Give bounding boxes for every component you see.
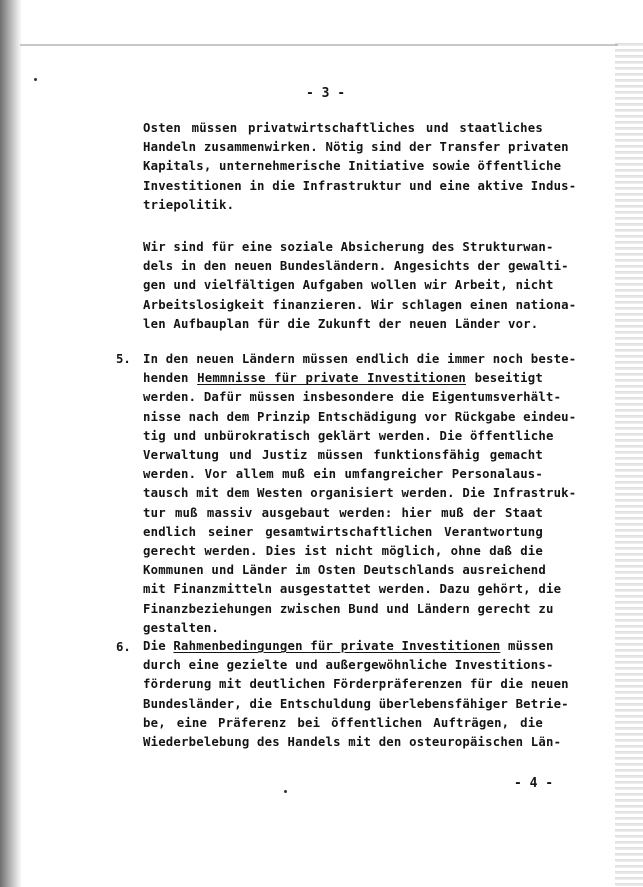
text-line: gerecht werden. Dies ist nicht möglich, ohne daß die	[143, 544, 543, 559]
text-fragment: müssen	[507, 639, 554, 653]
text-line: mit Finanzmitteln ausgestattet werden. Dazu gehört, die	[143, 582, 562, 597]
scan-edge-top	[20, 44, 618, 46]
text-line: Finanzbeziehungen zwischen Bund und Ländern gerecht zu	[143, 601, 554, 616]
text-line	[143, 369, 543, 388]
text-line: be, eine Präferenz bei öffentlichen Aufträgen, die	[143, 715, 543, 730]
text-line: Wir sind für eine soziale Absicherung des Strukturwan-	[143, 240, 554, 254]
text-line: Kommunen und Länder im Osten Deutschlands ausreichend	[143, 563, 546, 578]
text-line: Osten müssen privatwirtschaftliches und staatliches	[143, 121, 543, 135]
page-number-bottom: - 4 -	[514, 776, 554, 791]
text-line: werden. Dafür müssen insbesondere die Eigentumsverhält-	[143, 390, 562, 405]
text-line: dels in den neuen Bundesländern. Angesichts der gewalti-	[143, 259, 569, 274]
underlined-phrase: Rahmenbedingungen für private Investitionen	[173, 639, 501, 653]
scan-shadow-right	[615, 40, 643, 887]
text-line: werden. Vor allem muß ein umfangreicher Personalaus-	[143, 467, 543, 482]
text-line: gen und vielfältigen Aufgaben wollen wir Arbeit, nicht	[143, 278, 554, 293]
text-line: Kapitals, unternehmerische Initiative sowie öffentliche	[143, 159, 562, 174]
paragraph-b	[143, 238, 577, 334]
text-line: In den neuen Ländern müssen endlich die immer noch beste-	[143, 352, 577, 366]
text-line: len Aufbauplan für die Zukunft der neuen Länder vor.	[143, 316, 539, 331]
text-line: Wiederbelebung des Handels mit den osteuropäischen Län-	[143, 735, 562, 750]
text-line: tig und unbürokratisch geklärt werden. Die öffentliche	[143, 428, 554, 443]
page-number-top: - 3 -	[306, 86, 346, 101]
text-line: förderung mit deutlichen Förderpräferenzen für die neuen	[143, 677, 569, 692]
text-line: Verwaltung und Justiz müssen funktionsfähig gemacht	[143, 448, 543, 463]
item-6-number: 6.	[116, 640, 131, 654]
text-line: tausch mit dem Westen organisiert werden. Die Infrastruk-	[143, 486, 577, 501]
text-line: durch eine gezielte und außergewöhnliche Investitions-	[143, 658, 554, 673]
item-5-text	[143, 350, 577, 638]
text-line: Bundesländer, die Entschuldung überlebensfähiger Betrie-	[143, 696, 569, 711]
scan-speck	[284, 790, 287, 793]
item-5-number: 5.	[116, 352, 131, 366]
text-line: Investitionen in die Infrastruktur und eine aktive Indus-	[143, 178, 577, 193]
text-line: gestalten.	[143, 620, 220, 635]
paragraph-a	[143, 119, 577, 215]
underlined-phrase: Hemmnisse für private Investitionen	[197, 371, 467, 386]
text-line: Handeln zusammenwirken. Nötig sind der Transfer privaten	[143, 140, 569, 155]
text-line: tur muß massiv ausgebaut werden: hier muß der Staat	[143, 505, 543, 520]
text-fragment: henden	[143, 371, 189, 386]
text-line: Arbeitslosigkeit finanzieren. Wir schlagen einen nationa-	[143, 297, 577, 312]
text-line: triepolitik.	[143, 197, 235, 212]
text-fragment: Die	[143, 639, 166, 653]
text-line: nisse nach dem Prinzip Entschädigung vor Rückgabe eindeu-	[143, 409, 577, 424]
text-line	[143, 637, 554, 656]
scan-shadow-left	[0, 0, 22, 887]
scan-speck	[34, 78, 37, 81]
text-fragment: beseitigt	[474, 371, 543, 386]
item-6-text	[143, 637, 569, 752]
text-line: endlich seiner gesamtwirtschaftlichen Verantwortung	[143, 524, 543, 539]
